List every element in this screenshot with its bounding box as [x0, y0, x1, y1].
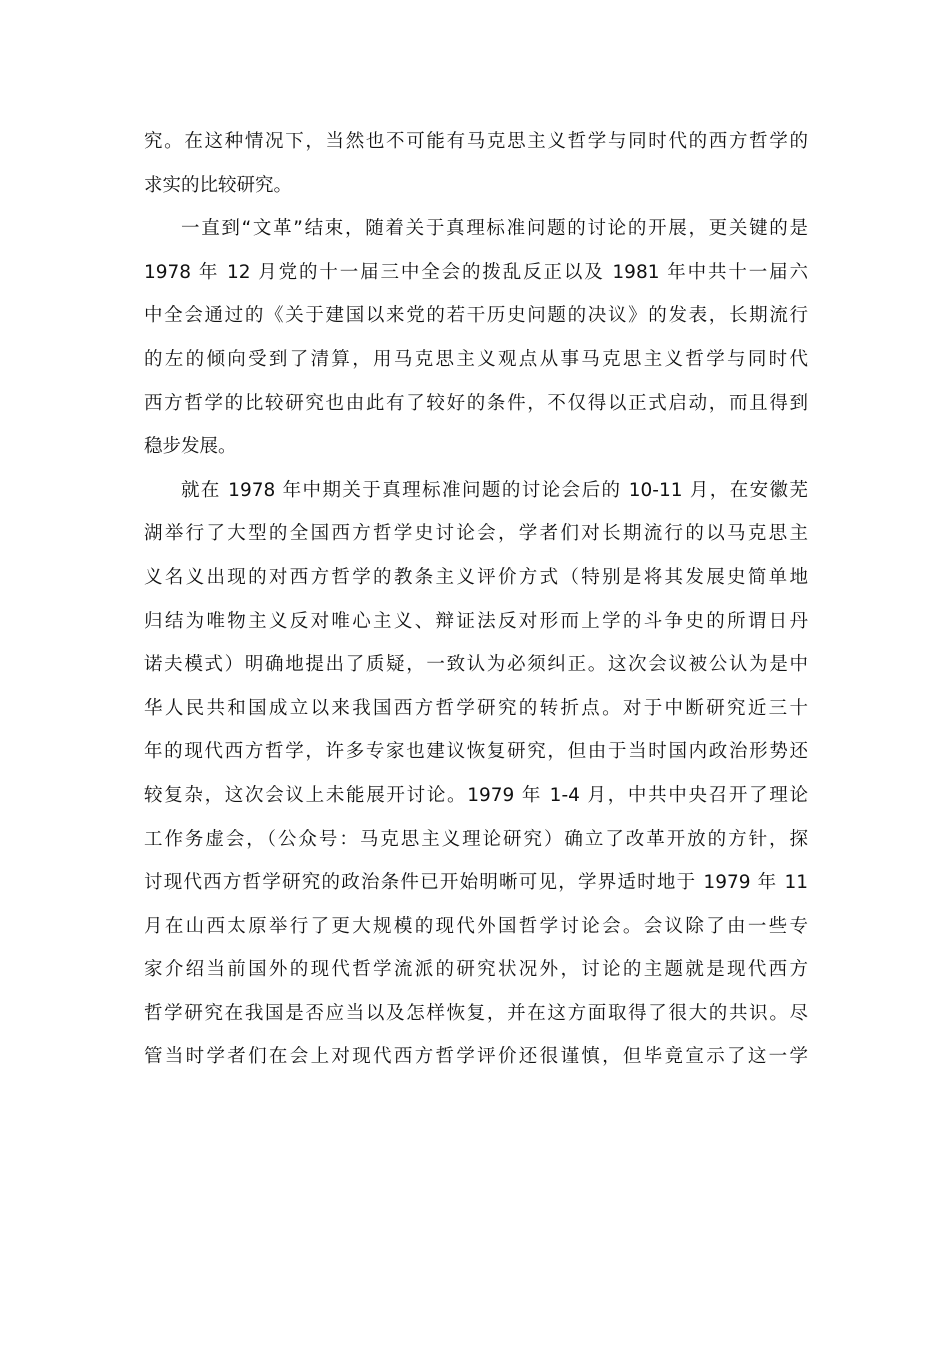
- text-line: 求实的比较研究。: [144, 174, 293, 196]
- text-line: 稳步发展。: [144, 436, 237, 458]
- text-line: 归结为唯物主义反对唯心主义、辩证法反对形而上学的斗争史的所谓日丹: [144, 610, 808, 632]
- text-line: 湖举行了大型的全国西方哲学史讨论会，学者们对长期流行的以马克思主: [144, 523, 808, 545]
- text-line: 中全会通过的《关于建国以来党的若干历史问题的决议》的发表，长期流行: [144, 305, 808, 327]
- text-line: 家介绍当前国外的现代哲学流派的研究状况外，讨论的主题就是现代西方: [144, 959, 808, 981]
- text-line: 华人民共和国成立以来我国西方哲学研究的转折点。对于中断研究近三十: [144, 697, 808, 719]
- text-line: 1978 年 12 月党的十一届三中全会的拨乱反正以及 1981 年中共十一届六: [144, 261, 808, 283]
- text-line: 一直到“文革”结束，随着关于真理标准问题的讨论的开展，更关键的是: [181, 218, 808, 240]
- text-line: 讨现代西方哲学研究的政治条件已开始明晰可见，学界适时地于 1979 年 11: [144, 872, 808, 894]
- text-line: 较复杂，这次会议上未能展开讨论。1979 年 1-4 月，中共中央召开了理论: [144, 784, 808, 806]
- text-line: 月在山西太原举行了更大规模的现代外国哲学讨论会。会议除了由一些专: [144, 915, 808, 937]
- text-line: 年的现代西方哲学，许多专家也建议恢复研究，但由于当时国内政治形势还: [144, 741, 808, 763]
- text-line: 的左的倾向受到了清算，用马克思主义观点从事马克思主义哲学与同时代: [144, 348, 808, 370]
- text-line: 西方哲学的比较研究也由此有了较好的条件，不仅得以正式启动，而且得到: [144, 392, 808, 414]
- document-body: [144, 120, 808, 1079]
- text-line: 究。在这种情况下，当然也不可能有马克思主义哲学与同时代的西方哲学的: [144, 131, 808, 152]
- text-line: 诺夫模式）明确地提出了质疑，一致认为必须纠正。这次会议被公认为是中: [144, 654, 808, 676]
- text-line: 义名义出现的对西方哲学的教条主义评价方式（特别是将其发展史简单地: [144, 566, 808, 588]
- text-line: 哲学研究在我国是否应当以及怎样恢复，并在这方面取得了很大的共识。尽: [144, 1002, 808, 1024]
- text-line: 工作务虚会，（公众号：马克思主义理论研究）确立了改革开放的方针，探: [144, 828, 808, 850]
- text-line: 就在 1978 年中期关于真理标准问题的讨论会后的 10-11 月，在安徽芜: [181, 479, 808, 501]
- text-line: 管当时学者们在会上对现代西方哲学评价还很谨慎，但毕竟宣示了这一学: [144, 1046, 808, 1068]
